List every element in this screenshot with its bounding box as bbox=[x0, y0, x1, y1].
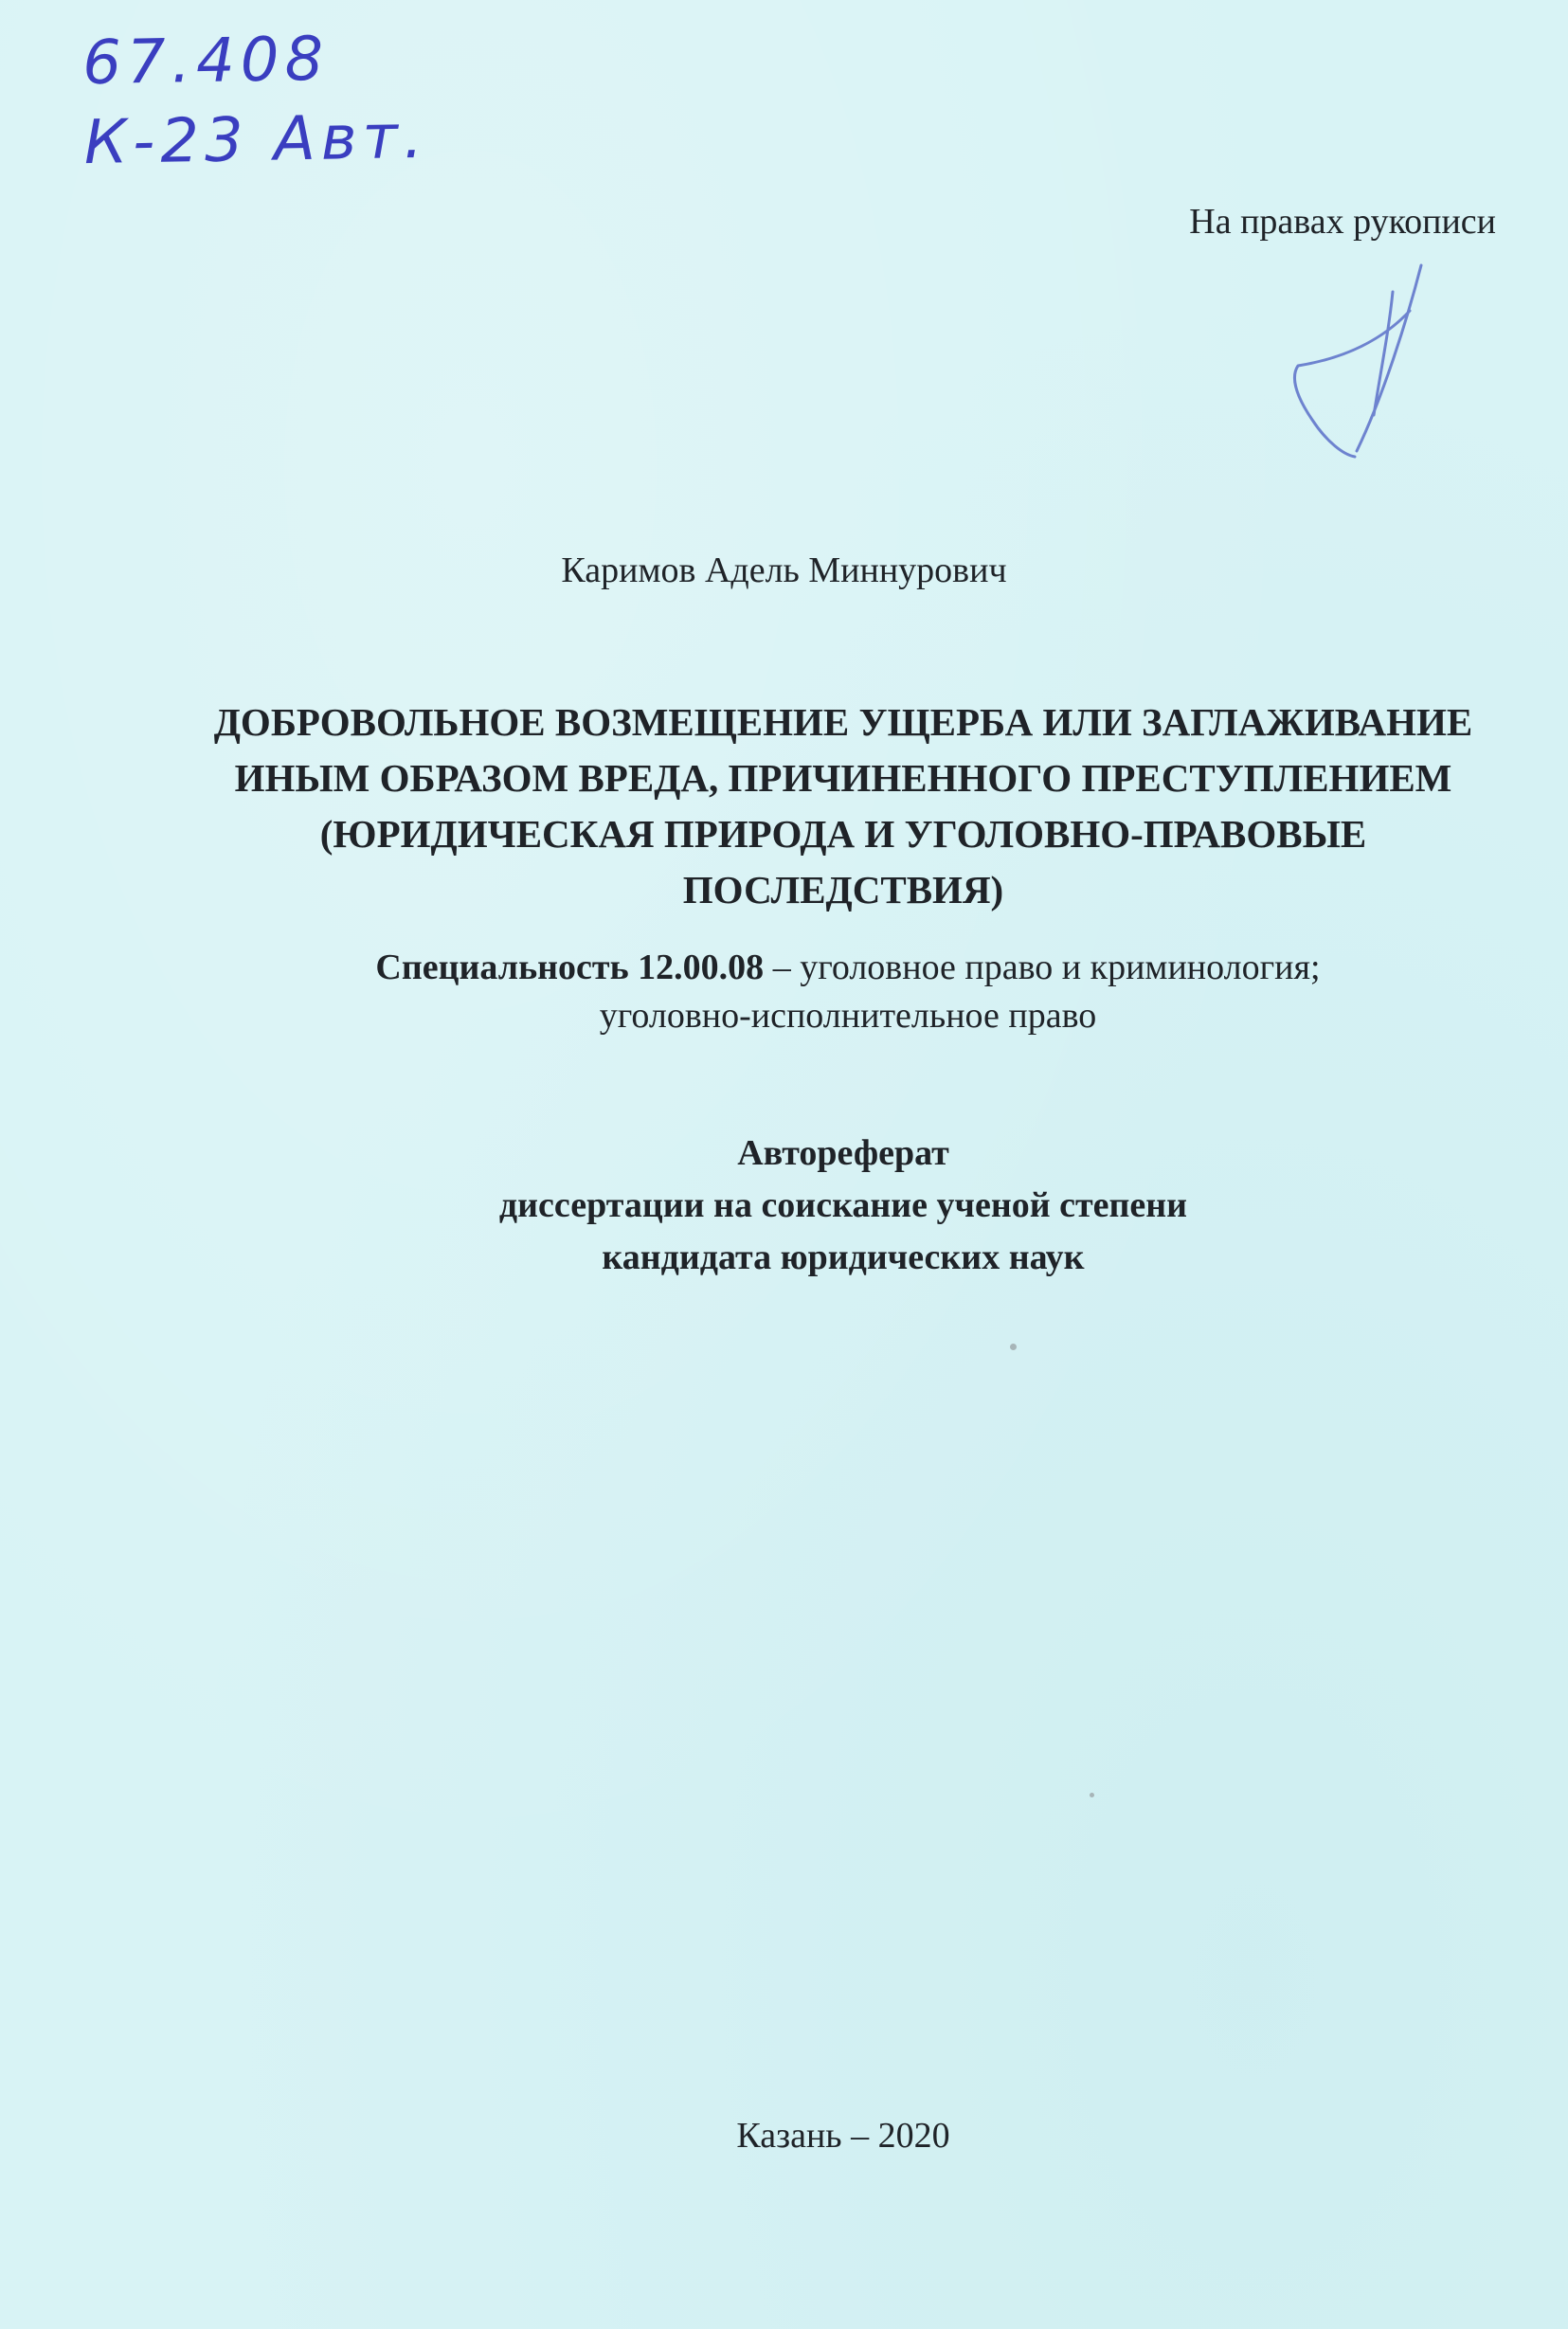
specialty-text-1: – уголовное право и криминология; bbox=[764, 948, 1321, 987]
abstract-line-3: кандидата юридических наук bbox=[602, 1237, 1085, 1277]
handwritten-catalog-note bbox=[82, 18, 429, 183]
title-line-3: (ЮРИДИЧЕСКАЯ ПРИРОДА И УГОЛОВНО-ПРАВОВЫЕ bbox=[319, 812, 1367, 856]
specialty-line-1 bbox=[0, 944, 1568, 992]
paper-speck bbox=[1090, 1793, 1094, 1797]
handwritten-note-line-1: 67.408 bbox=[81, 24, 330, 99]
title-line-4: ПОСЛЕДСТВИЯ) bbox=[682, 868, 1004, 912]
city-year: Казань – 2020 bbox=[736, 2116, 950, 2156]
specialty-text-2: уголовно-исполнительное право bbox=[599, 996, 1097, 1036]
abstract-heading: Автореферат bbox=[737, 1133, 949, 1173]
author-name: Каримов Адель Миннурович bbox=[561, 551, 1007, 590]
signature-image bbox=[1241, 254, 1431, 472]
abstract-line-2: диссертации на соискание ученой степени bbox=[498, 1185, 1188, 1225]
specialty-block bbox=[0, 944, 1568, 1040]
abstract-block bbox=[0, 1128, 1568, 1284]
specialty-label: Специальность 12.00.08 bbox=[375, 948, 765, 987]
manuscript-rights-note: На правах рукописи bbox=[1189, 202, 1496, 242]
paper-speck bbox=[1010, 1344, 1017, 1350]
title-line-2: ИНЫМ ОБРАЗОМ ВРЕДА, ПРИЧИНЕННОГО ПРЕСТУПЛЕНИЕМ bbox=[234, 756, 1452, 800]
handwritten-note-line-2: К-23 Авт. bbox=[83, 101, 429, 179]
title-line-1: ДОБРОВОЛЬНОЕ ВОЗМЕЩЕНИЕ УЩЕРБА ИЛИ ЗАГЛАЖИВАНИЕ bbox=[213, 700, 1473, 744]
dissertation-title bbox=[152, 695, 1535, 918]
